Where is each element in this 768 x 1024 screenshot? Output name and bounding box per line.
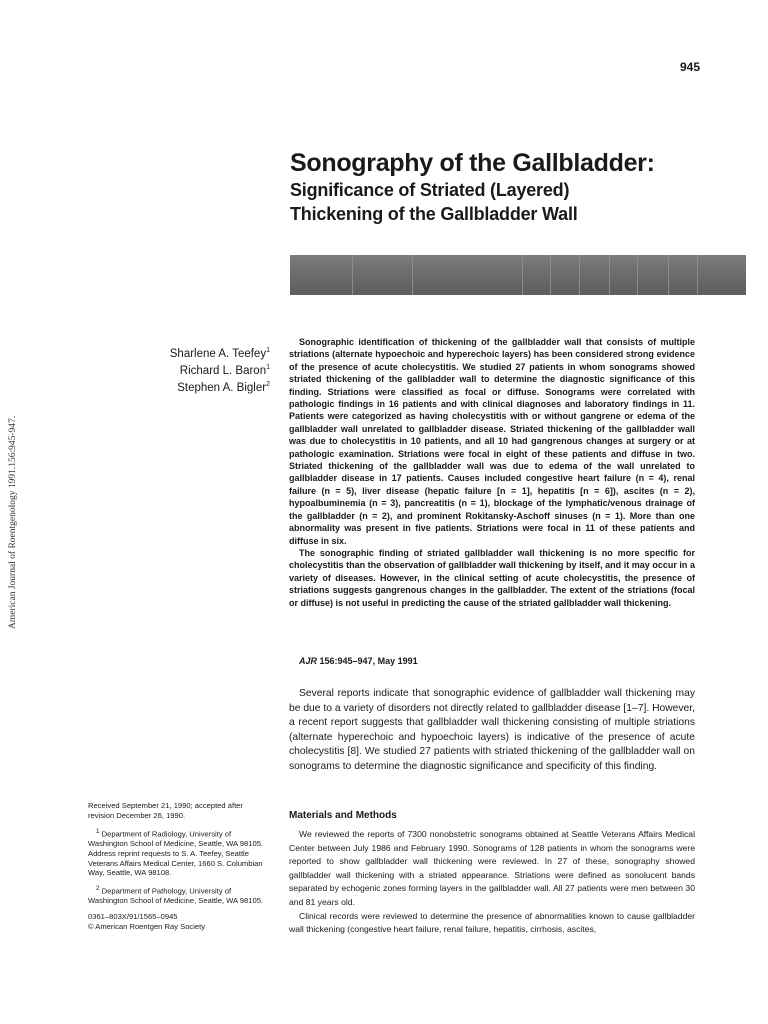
author-name: Stephen A. Bigler [177,381,267,394]
author-name: Sharlene A. Teefey [169,347,267,360]
methods-section [289,828,695,937]
affiliation-footnote-1 [88,827,270,879]
author-affiliation-mark: 1 [266,347,270,354]
article-subtitle-line-2: Thickening of the Gallbladder Wall [290,204,578,224]
journal-volume-pages: 156:945–947, May 1991 [317,656,418,666]
journal-citation [299,656,418,666]
footnote-mark: 1 [96,827,100,835]
abstract-paragraph-1: Sonographic identification of thickening of the gallbladder wall that consists of multiple striations (alternate hypoechoic and hyperechoic layers) has been considered strong evidence of the presence of acute cholecystitis. We studied 27 patients in whom sonograms showed striated thickening of the gallbladder wall to determine the diagnostic significance of this finding. Striations were classified as focal or diffuse. Sonograms were correlated with pathologic findings in 16 patients and with clinical diagnoses and laboratory findings in 11. Patients were categorized as having cholecystitis with or without gangrene or edema of the gallbladder wall unrelated to gallbladder disease. Striated thickening of the gallbladder wall was due to cholecystitis in 10 patients, and all 10 had gangrenous changes at surgery or at pathologic examination. Striations were focal in eight of these patients and diffuse in two. Striated thickening of the gallbladder wall was due to edema of the wall unrelated to gallbladder disease in 17 patients. Causes included congestive heart failure (n = 4), renal failure (n = 5), liver disease (hepatic failure [n = 1], hepatitis [n = 6]), ascites (n = 2), hypoalbuminemia (n = 3), pancreatitis (n = 1), blockage of the lymphatic/venous drainage of the gallbladder (n = 2), and prominent Rokitansky-Aschoff sinuses (n = 1). More than one abnormality was present in five patients. Striations were focal in 11 of these patients and diffuse in six. [289,337,695,546]
copyright-notice: © American Roentgen Ray Society [88,922,206,932]
author [130,378,270,395]
footnotes [88,801,270,932]
page-number: 945 [679,60,700,74]
author-affiliation-mark: 2 [266,380,270,388]
author [130,344,270,361]
footnote-mark: 2 [96,885,100,893]
author-name: Richard L. Baron [179,364,267,377]
abstract [289,336,695,609]
author-affiliation-mark: 1 [266,363,270,371]
journal-abbrev: AJR [299,656,318,666]
article-code: 0361–803X/91/1565–0945 [88,912,178,922]
article-title: Sonography of the Gallbladder: [290,149,655,177]
section-heading-materials-methods: Materials and Methods [289,810,397,821]
article-subtitle-line-1: Significance of Striated (Layered) [290,180,570,200]
footnote-text: Department of Radiology, University of Washington School of Medicine, Seattle, WA 98105. Address reprint requests to S. A. Teefey, Seattle Veterans Affairs Medical Center, 1660 S. Columbian Way, Seattle, WA 98108. [88,829,264,878]
decorative-gray-band [290,255,746,295]
affiliation-footnote-2 [88,884,270,906]
methods-paragraph-1: We reviewed the reports of 7300 nonobstetric sonograms obtained at Seattle Veterans Affairs Medical Center between July 1986 and February 1990. Sonograms of 128 patients in whom the sonograms were reported to show gallbladder wall thickening were reviewed. In 27 of these, sonography showed gallbladder wall thickening with a striated appearance. Striations were defined as sonolucent bands separated by echogenic zones forming layers in the gallbladder wall. All 27 patients were men between 30 and 81 years old. [289,829,695,907]
author [130,361,270,378]
title-block [290,148,750,226]
abstract-paragraph-2: The sonographic finding of striated gallbladder wall thickening is no more specific for cholecystitis than the observation of gallbladder wall thickening by itself, and it may occur in a variety of diseases. However, in the clinical setting of acute cholecystitis, the presence of striations suggests gangrenous changes in the gallbladder. The extent of the striations (focal or diffuse) is not useful in predicting the cause of the striated gallbladder wall thickening. [289,547,695,608]
footnote-text: Department of Pathology, University of Washington School of Medicine, Seattle, WA 98105. [88,886,264,906]
author-list [130,344,270,394]
received-note: Received September 21, 1990; accepted after revision December 26, 1990. [88,801,243,820]
methods-paragraph-2: Clinical records were reviewed to determine the presence of abnormalities known to cause gallbladder wall thickening (congestive heart failure, renal failure, hepatitis, cirrhosis, ascites, [289,910,695,935]
introduction-paragraph: Several reports indicate that sonographic evidence of gallbladder wall thickening may be due to a variety of disorders not directly related to gallbladder disease [1–7]. However, a recent report suggests that gallbladder wall thickening consisting of multiple striations (alternate hyperechoic and hypoechoic layers) is indicative of the presence of acute cholecystitis [8]. We studied 27 patients with striated thickening of the gallbladder wall on sonograms to determine the diagnostic significance and specificity of this finding. [289,688,695,772]
side-citation: American Journal of Roentgenology 1991.156:945-947. [8,415,18,629]
